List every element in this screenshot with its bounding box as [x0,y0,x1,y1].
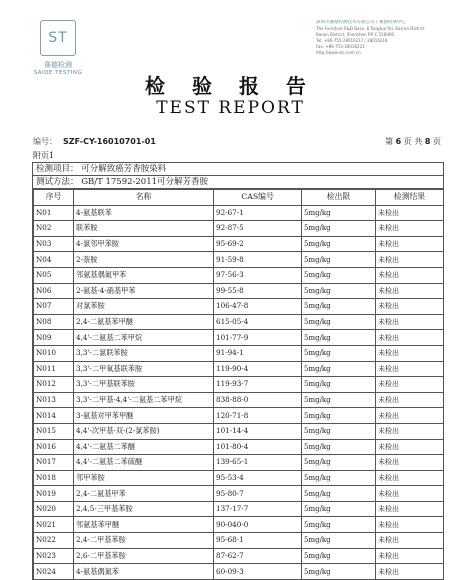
organization-info [316,20,456,56]
cell-result: 未检出 [376,548,444,564]
cell-cas: 101-77-9 [214,330,302,346]
cell-limit: 5mg/kg [302,221,376,237]
cell-name: 3-氨基对甲苯甲醚 [74,408,214,424]
cell-no: N018 [34,470,74,486]
cell-no: N07 [34,299,74,315]
cell-name: 2,4-二氨基苯甲醚 [74,314,214,330]
cell-result: 未检出 [376,283,444,299]
cell-cas: 95-68-1 [214,533,302,549]
cell-no: N021 [34,517,74,533]
results-table [33,189,444,580]
cell-result: 未检出 [376,470,444,486]
table-row [34,470,444,486]
cell-result: 未检出 [376,408,444,424]
results-panel [32,162,444,580]
cell-limit: 5mg/kg [302,501,376,517]
header-limit: 检出限 [302,190,376,206]
cell-cas: 101-80-4 [214,439,302,455]
cell-no: N015 [34,423,74,439]
cell-result: 未检出 [376,267,444,283]
cell-name: 3,3'-二氯联苯胺 [74,345,214,361]
cell-no: N03 [34,236,74,252]
table-row [34,548,444,564]
cell-limit: 5mg/kg [302,299,376,315]
table-row [34,345,444,361]
org-web: http://www.stc.com.cn [316,50,361,55]
cell-name: 2,4-二氨基甲苯 [74,486,214,502]
cell-name: 3,3'-二甲基联苯胺 [74,377,214,393]
cell-no: N04 [34,252,74,268]
cell-no: N014 [34,408,74,424]
org-address: The Furniture R&D Base, 8 Tangtuo Rd, Bao'an District [316,26,425,31]
cell-cas: 106-47-8 [214,299,302,315]
cell-name: 邻氨基偶氮甲苯 [74,267,214,283]
cell-cas: 838-88-0 [214,392,302,408]
cell-name: 4-氨基偶氮苯 [74,564,214,580]
cell-name: 4,4'-二氨基二苯醚 [74,439,214,455]
cell-no: N013 [34,392,74,408]
cell-name: 3,3'-二甲基-4,4'-二氨基二苯甲烷 [74,392,214,408]
cell-no: N012 [34,377,74,393]
cell-result: 未检出 [376,517,444,533]
table-row [34,486,444,502]
cell-cas: 95-80-7 [214,486,302,502]
table-header-row [34,190,444,206]
page-total: 8 [424,137,431,146]
cell-result: 未检出 [376,533,444,549]
cell-name: 联苯胺 [74,221,214,237]
cell-limit: 5mg/kg [302,330,376,346]
table-row [34,221,444,237]
cell-no: N01 [34,205,74,221]
cell-cas: 615-05-4 [214,314,302,330]
table-row [34,392,444,408]
cell-result: 未检出 [376,361,444,377]
cell-cas: 92-87-5 [214,221,302,237]
table-row [34,533,444,549]
table-row [34,361,444,377]
cell-limit: 5mg/kg [302,408,376,424]
cell-result: 未检出 [376,439,444,455]
cell-result: 未检出 [376,377,444,393]
cell-name: 4-氯邻甲苯胺 [74,236,214,252]
table-row [34,330,444,346]
table-row [34,283,444,299]
cell-limit: 5mg/kg [302,236,376,252]
cell-no: N011 [34,361,74,377]
table-row [34,564,444,580]
cell-name: 3,3'-二甲氧基联苯胺 [74,361,214,377]
cell-no: N017 [34,455,74,471]
cell-no: N09 [34,330,74,346]
cell-no: N020 [34,501,74,517]
cell-result: 未检出 [376,345,444,361]
cell-name: 4,4'-次甲基-双-(2-氯苯胺) [74,423,214,439]
cell-limit: 5mg/kg [302,517,376,533]
cell-result: 未检出 [376,423,444,439]
cell-no: N02 [34,221,74,237]
cell-limit: 5mg/kg [302,252,376,268]
cell-limit: 5mg/kg [302,548,376,564]
org-fax: Fax: +86-755-28016221 [316,44,365,49]
org-city: Baoan District, Shenzhen P.R.C 518000 [316,32,395,37]
cell-result: 未检出 [376,252,444,268]
page-indicator [385,137,441,147]
cell-cas: 139-65-1 [214,455,302,471]
table-row [34,236,444,252]
appendix-label: 附页1 [33,151,55,160]
cell-name: 4-氨基联苯 [74,205,214,221]
cell-result: 未检出 [376,501,444,517]
cell-name: 邻氨基苯甲醚 [74,517,214,533]
cell-no: N08 [34,314,74,330]
page-prefix: 第 [385,137,394,146]
page-suffix: 页 [433,137,441,146]
company-logo [28,20,88,76]
cell-limit: 5mg/kg [302,533,376,549]
cell-cas: 91-94-1 [214,345,302,361]
table-row [34,501,444,517]
table-row [34,439,444,455]
cell-limit: 5mg/kg [302,361,376,377]
cell-no: N019 [34,486,74,502]
cell-limit: 5mg/kg [302,439,376,455]
cell-limit: 5mg/kg [302,470,376,486]
header-no: 序号 [34,190,74,206]
page-current: 6 [395,137,402,146]
report-title-en: TEST REPORT [156,98,305,118]
cell-result: 未检出 [376,564,444,580]
report-title-cn: 检 验 报 告 [145,74,316,98]
table-row [34,517,444,533]
cell-no: N023 [34,548,74,564]
cell-cas: 95-69-2 [214,236,302,252]
cell-name: 2,4,5-三甲基苯胺 [74,501,214,517]
cell-cas: 101-14-4 [214,423,302,439]
cell-limit: 5mg/kg [302,455,376,471]
cell-name: 4,4'-二氨基二苯甲烷 [74,330,214,346]
cell-result: 未检出 [376,330,444,346]
table-row [34,455,444,471]
cell-no: N024 [34,564,74,580]
table-row [34,408,444,424]
cell-limit: 5mg/kg [302,205,376,221]
header-result: 检测结果 [376,190,444,206]
cell-result: 未检出 [376,299,444,315]
test-item: 检测项目： 可分解致癌芳香胺染料 [33,163,443,176]
cell-name: 2,4-二甲基苯胺 [74,533,214,549]
cell-result: 未检出 [376,392,444,408]
cell-limit: 5mg/kg [302,423,376,439]
cell-result: 未检出 [376,236,444,252]
test-method: 测试方法： GB/T 17592-2011可分解芳香胺 [33,176,443,189]
table-row [34,377,444,393]
cell-result: 未检出 [376,314,444,330]
header-cas: CAS编号 [214,190,302,206]
report-number: SZF-CY-16010701-01 [63,137,156,146]
cell-cas: 137-17-7 [214,501,302,517]
table-row [34,205,444,221]
cell-limit: 5mg/kg [302,392,376,408]
cell-no: N010 [34,345,74,361]
cell-limit: 5mg/kg [302,267,376,283]
cell-limit: 5mg/kg [302,314,376,330]
cell-cas: 119-90-4 [214,361,302,377]
table-row [34,252,444,268]
cell-limit: 5mg/kg [302,377,376,393]
cell-cas: 97-56-3 [214,267,302,283]
cell-cas: 95-53-4 [214,470,302,486]
logo-chinese-name: 赛德检测 [44,61,72,69]
table-row [34,267,444,283]
cell-no: N05 [34,267,74,283]
cell-no: N06 [34,283,74,299]
cell-cas: 119-93-7 [214,377,302,393]
cell-limit: 5mg/kg [302,564,376,580]
page-middle: 页 共 [403,137,423,146]
header-name: 名称 [74,190,214,206]
report-number-label: 编号： [33,137,57,146]
cell-no: N016 [34,439,74,455]
cell-cas: 92-67-1 [214,205,302,221]
cell-result: 未检出 [376,486,444,502]
cell-cas: 91-59-8 [214,252,302,268]
cell-result: 未检出 [376,221,444,237]
cell-cas: 60-09-3 [214,564,302,580]
logo-english-name: SAIDE TESTING [33,70,83,76]
cell-limit: 5mg/kg [302,486,376,502]
cell-limit: 5mg/kg [302,345,376,361]
cell-name: 2-萘胺 [74,252,214,268]
cell-limit: 5mg/kg [302,283,376,299]
cell-cas: 90-040-0 [214,517,302,533]
cell-cas: 87-62-7 [214,548,302,564]
cell-name: 2-氨基-4-硝基甲苯 [74,283,214,299]
cell-cas: 99-55-8 [214,283,302,299]
org-name: 深圳市赛德检测技术有限公司 / 赛德检测中心 [316,20,406,25]
table-row [34,423,444,439]
table-row [34,299,444,315]
table-row [34,314,444,330]
cell-result: 未检出 [376,455,444,471]
cell-name: 4,4'-二氨基二苯硫醚 [74,455,214,471]
logo-mark: ST [40,20,76,56]
org-tel: Tel: +86-755-28016217 / 28016218 [316,38,388,43]
cell-name: 对氯苯胺 [74,299,214,315]
cell-name: 邻甲苯胺 [74,470,214,486]
cell-no: N022 [34,533,74,549]
cell-result: 未检出 [376,205,444,221]
cell-name: 2,6-二甲基苯胺 [74,548,214,564]
report-meta [33,137,441,147]
cell-cas: 120-71-8 [214,408,302,424]
